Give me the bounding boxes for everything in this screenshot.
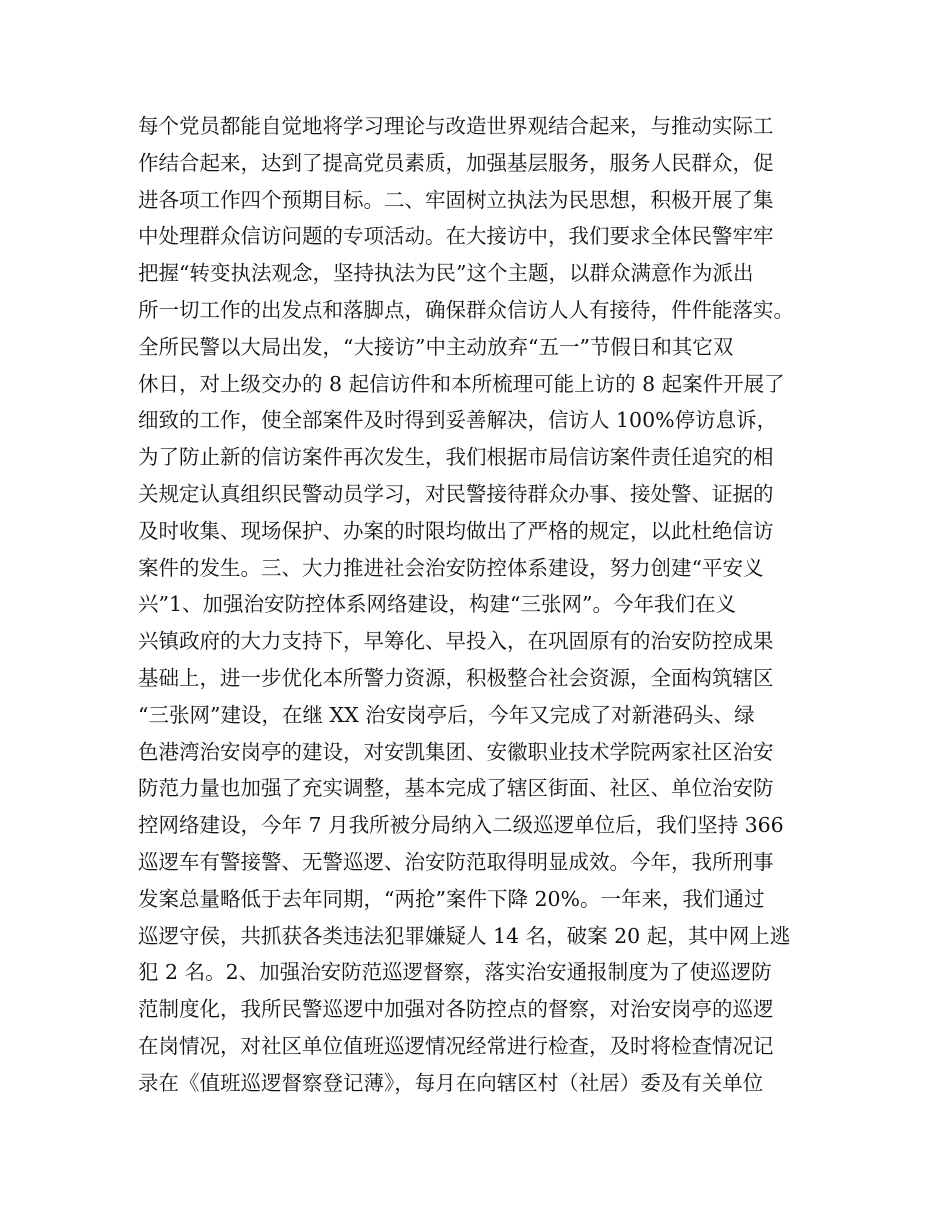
text-line: 进各项工作四个预期目标。二、牢固树立执法为民思想，积极开展了集 bbox=[138, 187, 774, 212]
text-line: 巡逻守侯，共抓获各类违法犯罪嫌疑人 14 名，破案 20 起，其中网上逃 bbox=[138, 923, 791, 948]
text-line: 为了防止新的信访案件再次发生，我们根据市局信访案件责任追究的相 bbox=[138, 445, 774, 470]
text-line: 发案总量略低于去年同期，“两抢”案件下降 20%。一年来，我们通过 bbox=[138, 886, 765, 911]
text-line: 兴”1、加强治安防控体系网络建设，构建“三张网”。今年我们在义 bbox=[138, 592, 736, 617]
text-line: 及时收集、现场保护、办案的时限均做出了严格的规定，以此杜绝信访 bbox=[138, 518, 774, 543]
text-line: 犯 2 名。2、加强治安防范巡逻督察，落实治安通报制度为了使巡逻防 bbox=[138, 960, 772, 985]
text-line: 细致的工作，使全部案件及时得到妥善解决，信访人 100%停访息诉， bbox=[138, 408, 778, 433]
text-line: 巡逻车有警接警、无警巡逻、治安防范取得明显成效。今年，我所刑事 bbox=[138, 849, 774, 874]
text-line: 把握“转变执法观念，坚持执法为民”这个主题，以群众满意作为派出 bbox=[138, 261, 754, 286]
text-line: 基础上，进一步优化本所警力资源，积极整合社会资源，全面构筑辖区 bbox=[138, 665, 774, 690]
text-line: 防范力量也加强了充实调整，基本完成了辖区街面、社区、单位治安防 bbox=[138, 776, 774, 801]
text-line: 色港湾治安岗亭的建设，对安凯集团、安徽职业技术学院两家社区治安 bbox=[138, 739, 774, 764]
text-line: 在岗情况，对社区单位值班巡逻情况经常进行检查，及时将检查情况记 bbox=[138, 1033, 774, 1058]
text-line: 每个党员都能自觉地将学习理论与改造世界观结合起来，与推动实际工 bbox=[138, 114, 774, 138]
text-line: 关规定认真组织民警动员学习，对民警接待群众办事、接处警、证据的 bbox=[138, 481, 774, 506]
text-line: 录在《值班巡逻督察登记薄》，每月在向辖区村（社居）委及有关单位 bbox=[138, 1070, 764, 1095]
text-line: 所一切工作的出发点和落脚点，确保群众信访人人有接待，件件能落实。 bbox=[138, 297, 794, 322]
text-line: 范制度化，我所民警巡逻中加强对各防控点的督察，对治安岗亭的巡逻 bbox=[138, 997, 774, 1022]
text-line: 兴镇政府的大力支持下，早筹化、早投入，在巩固原有的治安防控成果 bbox=[138, 629, 774, 654]
text-line: 案件的发生。三、大力推进社会治安防控体系建设，努力创建“平安义 bbox=[138, 555, 764, 580]
text-line: 休日，对上级交办的 8 起信访件和本所梳理可能上访的 8 起案件开展了 bbox=[138, 371, 785, 396]
text-line: 全所民警以大局出发，“大接访”中主动放弃“五一”节假日和其它双 bbox=[138, 334, 734, 359]
text-line: “三张网”建设，在继 XX 治安岗亭后，今年又完成了对新港码头、绿 bbox=[138, 702, 755, 727]
text-line: 控网络建设，今年 7 月我所被分局纳入二级巡逻单位后，我们坚持 366 bbox=[138, 813, 784, 838]
body-text bbox=[138, 108, 838, 1102]
text-line: 中处理群众信访问题的专项活动。在大接访中，我们要求全体民警牢牢 bbox=[138, 224, 774, 249]
text-line: 作结合起来，达到了提高党员素质，加强基层服务，服务人民群众，促 bbox=[138, 150, 774, 175]
